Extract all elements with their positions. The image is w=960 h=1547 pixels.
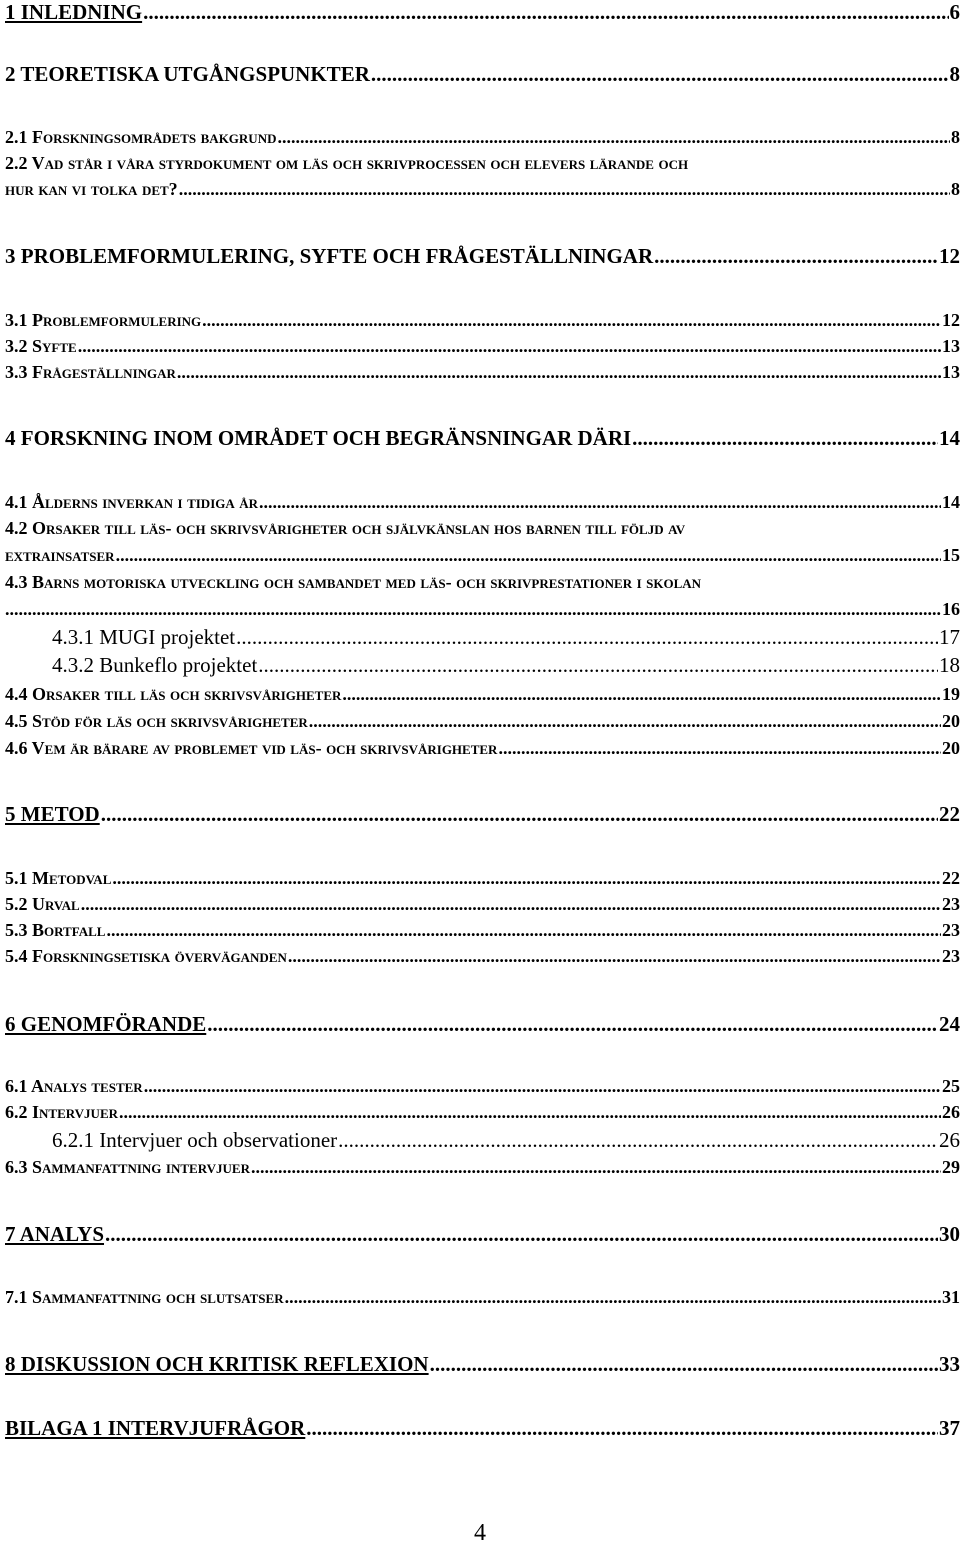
toc-page: 22: [939, 802, 960, 827]
toc-page: 8: [950, 62, 960, 87]
toc-row-line1: [5, 153, 960, 174]
toc-row: [5, 127, 960, 148]
toc-page: 31: [942, 1287, 960, 1308]
toc-row: [5, 738, 960, 759]
toc-row: [5, 802, 960, 827]
dot-leader: [106, 920, 941, 941]
toc-row-line1: [5, 518, 960, 539]
toc-row: [52, 653, 960, 678]
toc-title: 5.2 Urval: [5, 894, 80, 915]
toc-title: 6.3 Sammanfattning intervjuer: [5, 1157, 250, 1178]
toc-row: [5, 1352, 960, 1377]
toc-page: 8: [951, 179, 960, 200]
toc-title: 4.4 Orsaker till läs och skrivsvårigheter: [5, 684, 341, 705]
toc-row: [5, 426, 960, 451]
toc-page: 8: [951, 127, 960, 148]
toc-page: 23: [942, 946, 960, 967]
toc-row: [5, 492, 960, 513]
toc-row: [5, 62, 960, 87]
toc-row: [5, 711, 960, 732]
toc-row: [5, 920, 960, 941]
toc-title: 8 DISKUSSION OCH KRITISK REFLEXION: [5, 1352, 429, 1377]
dot-leader: [371, 62, 949, 87]
toc-title: 3.3 Frågeställningar: [5, 362, 176, 383]
toc-title: 7.1 Sammanfattning och slutsatser: [5, 1287, 284, 1308]
dot-leader: [105, 1222, 938, 1247]
dot-leader: [309, 711, 941, 732]
toc-row: [5, 1157, 960, 1178]
toc-row: [5, 1102, 960, 1123]
toc-page: 23: [942, 894, 960, 915]
toc-row: [5, 1287, 960, 1308]
toc-page: 33: [939, 1352, 960, 1377]
toc-page: 12: [942, 310, 960, 331]
dot-leader: [119, 1102, 941, 1123]
dot-leader: [202, 310, 941, 331]
dot-leader: [177, 362, 941, 383]
toc-title: 4.6 Vem är bärare av problemet vid läs- och skrivsvårigheter: [5, 738, 497, 759]
toc-title: 6.2 Intervjuer: [5, 1102, 118, 1123]
dot-leader: [306, 1416, 938, 1441]
toc-title-line1: 4.3 Barns motoriska utveckling och sambandet med läs- och skrivprestationer i skolan: [5, 572, 701, 592]
toc-page: 26: [939, 1128, 960, 1153]
toc-row: [5, 894, 960, 915]
toc-row: [5, 336, 960, 357]
dot-leader: [101, 802, 938, 827]
toc-row: [5, 179, 960, 200]
toc-title: 2 TEORETISKA UTGÅNGSPUNKTER: [5, 62, 370, 87]
toc-row: [5, 1012, 960, 1037]
toc-page: 13: [942, 362, 960, 383]
page-number: 4: [0, 1520, 960, 1547]
dot-leader: [259, 492, 941, 513]
toc-title: 6.2.1 Intervjuer och observationer: [52, 1128, 337, 1153]
toc-row: [5, 362, 960, 383]
toc-title: 3.2 Syfte: [5, 336, 77, 357]
toc-title: 5.3 Bortfall: [5, 920, 105, 941]
toc-title: 4.1 Ålderns inverkan i tidiga år: [5, 492, 258, 513]
toc-row: [52, 1128, 960, 1153]
toc-title: BILAGA 1 INTERVJUFRÅGOR: [5, 1416, 305, 1441]
toc-row: [5, 1076, 960, 1097]
toc-page: 23: [942, 920, 960, 941]
dot-leader: [338, 1128, 938, 1153]
toc-row: [5, 599, 960, 620]
toc-title: 6.1 Analys tester: [5, 1076, 143, 1097]
toc-page: 29: [942, 1157, 960, 1178]
toc-title-line1: 4.2 Orsaker till läs- och skrivsvårigheter och självkänslan hos barnen till följd av: [5, 518, 685, 538]
toc-title: 5.4 Forskningsetiska överväganden: [5, 946, 287, 967]
toc-row: [52, 625, 960, 650]
dot-leader: [207, 1012, 938, 1037]
toc-row: [5, 1416, 960, 1441]
toc-row: [5, 310, 960, 331]
toc-title-line1: 2.2 Vad står i våra styrdokument om läs och skrivprocessen och elevers lärande och: [5, 153, 688, 173]
toc-row: [5, 868, 960, 889]
toc-title: 6 GENOMFÖRANDE: [5, 1012, 206, 1037]
dot-leader: [277, 127, 950, 148]
dot-leader: [632, 426, 938, 451]
toc-page: 6: [950, 0, 960, 25]
toc-page: 16: [942, 599, 960, 620]
toc-page: 20: [942, 738, 960, 759]
toc-title: 4.5 Stöd för läs och skrivsvårigheter: [5, 711, 308, 732]
toc-page: 14: [942, 492, 960, 513]
toc-page: 30: [939, 1222, 960, 1247]
toc-title: 3.1 Problemformulering: [5, 310, 201, 331]
dot-leader: [78, 336, 941, 357]
toc-title: 5.1 Metodval: [5, 868, 111, 889]
toc-title: 4.3.2 Bunkeflo projektet: [52, 653, 257, 678]
toc-title: 3 PROBLEMFORMULERING, SYFTE OCH FRÅGESTÄLLNINGAR: [5, 244, 653, 269]
toc-row: [5, 1222, 960, 1247]
toc-title: 1 INLEDNING: [5, 0, 142, 25]
toc-page: 17: [939, 625, 960, 650]
toc-title: 5 METOD: [5, 802, 100, 827]
dot-leader: [258, 653, 938, 678]
toc-title: 7 ANALYS: [5, 1222, 104, 1247]
toc-row-line1: [5, 572, 960, 593]
toc-title: 4 FORSKNING INOM OMRÅDET OCH BEGRÄNSNINGAR DÄRI: [5, 426, 631, 451]
toc-row: [5, 0, 960, 25]
dot-leader: [342, 684, 941, 705]
dot-leader: [5, 599, 941, 620]
toc-page: 22: [942, 868, 960, 889]
dot-leader: [116, 545, 941, 566]
toc-page: 20: [942, 711, 960, 732]
toc-row: [5, 545, 960, 566]
toc-row: [5, 244, 960, 269]
dot-leader: [498, 738, 941, 759]
dot-leader: [179, 179, 950, 200]
dot-leader: [143, 0, 948, 25]
toc-title: extrainsatser: [5, 545, 115, 566]
dot-leader: [81, 894, 941, 915]
toc-page: 15: [942, 545, 960, 566]
toc-row: [5, 946, 960, 967]
toc-title: 2.1 Forskningsområdets bakgrund: [5, 127, 276, 148]
toc-page: 18: [939, 653, 960, 678]
toc-page: 25: [942, 1076, 960, 1097]
dot-leader: [236, 625, 938, 650]
dot-leader: [144, 1076, 941, 1097]
toc-page: 14: [939, 426, 960, 451]
toc-page: 12: [939, 244, 960, 269]
toc-page: 13: [942, 336, 960, 357]
dot-leader: [654, 244, 938, 269]
toc-page: 37: [939, 1416, 960, 1441]
dot-leader: [288, 946, 941, 967]
toc-title: hur kan vi tolka det?: [5, 179, 178, 200]
toc-page: 24: [939, 1012, 960, 1037]
dot-leader: [251, 1157, 941, 1178]
dot-leader: [430, 1352, 938, 1377]
toc-title: 4.3.1 MUGI projektet: [52, 625, 235, 650]
toc-row: [5, 684, 960, 705]
dot-leader: [112, 868, 941, 889]
dot-leader: [285, 1287, 941, 1308]
toc-page: 19: [942, 684, 960, 705]
toc-page: 26: [942, 1102, 960, 1123]
